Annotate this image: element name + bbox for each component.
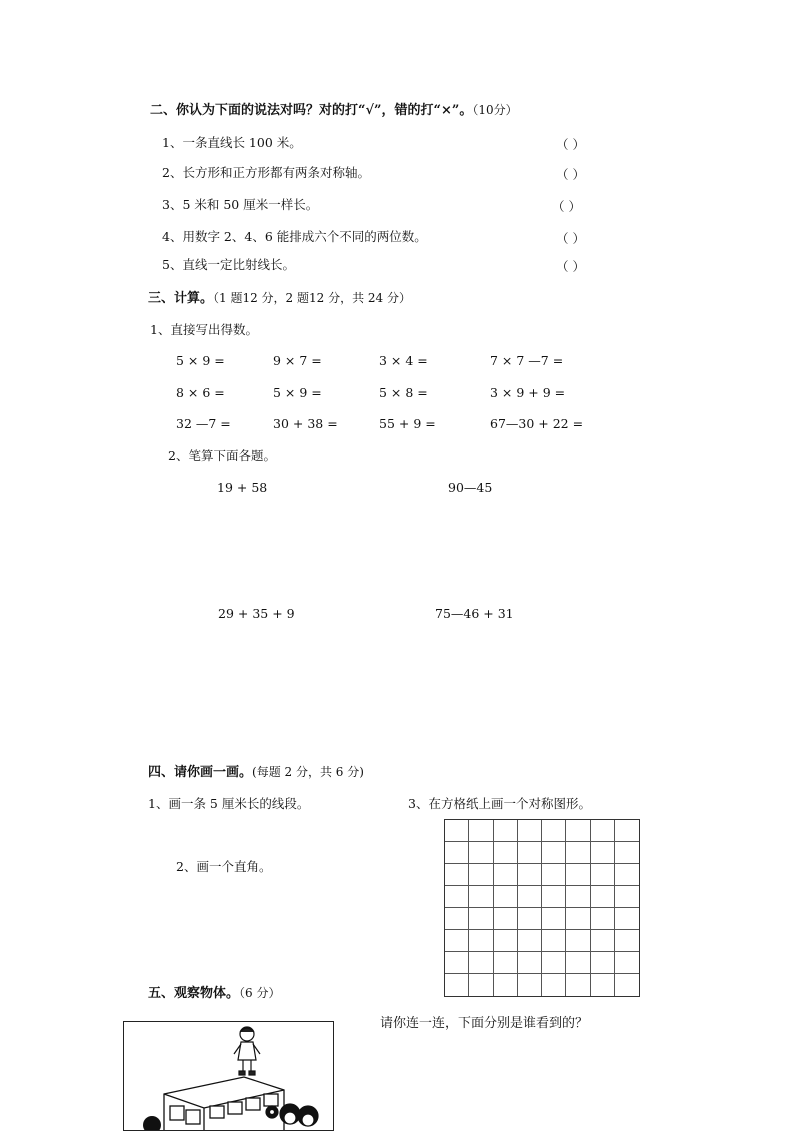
calc-r3-c1: 32 —7 =	[176, 416, 231, 431]
section2-score: （10分）	[472, 103, 518, 117]
section3-title: 三、计算。	[148, 291, 214, 306]
s2-item-1: 1、一条直线长 100 米。	[162, 135, 302, 150]
calc-r1-c4: 7 × 7 —7 =	[490, 353, 564, 368]
section2-title: 二、你认为下面的说法对吗？对的打“√”，错的打“×”。	[150, 103, 473, 118]
written-1: 19 + 58	[217, 480, 268, 495]
calc-r1-c3: 3 × 4 =	[379, 353, 428, 368]
section4-score: (每题 2 分，共 6 分)	[252, 765, 364, 779]
s5-prompt: 请你连一连，下面分别是谁看到的？	[380, 1016, 589, 1031]
s4-q2: 2、画一个直角。	[176, 859, 272, 874]
s2-item-4: 4、用数字 2、4、6 能排成六个不同的两位数。	[162, 229, 427, 244]
section5-heading	[148, 985, 280, 1002]
s4-q1: 1、画一条 5 厘米长的线段。	[148, 796, 310, 811]
section4-title: 四、请你画一画。	[148, 765, 253, 780]
calc-r2-c3: 5 × 8 =	[379, 385, 428, 400]
s4-q3: 3、在方格纸上画一个对称图形。	[408, 796, 591, 811]
calc-r3-c3: 55 + 9 =	[379, 416, 436, 431]
section3-score: （1 题12 分，2 题12 分，共 24 分）	[213, 291, 411, 305]
graph-paper-grid[interactable]	[444, 819, 640, 997]
s3-q1-label: 1、直接写出得数。	[150, 322, 258, 337]
s2-answer-4[interactable]: （ ）	[556, 231, 585, 246]
section5-score: （6 分）	[239, 986, 281, 1000]
s3-q2-label: 2、笔算下面各题。	[168, 448, 276, 463]
s2-answer-3[interactable]: （ ）	[552, 199, 581, 214]
calc-r1-c1: 5 × 9 =	[176, 353, 225, 368]
calc-r2-c4: 3 × 9 + 9 =	[490, 385, 566, 400]
s2-item-2: 2、长方形和正方形都有两条对称轴。	[162, 165, 370, 180]
boy-left-figure	[143, 1116, 161, 1131]
section5-title: 五、观察物体。	[148, 986, 240, 1001]
s2-answer-2[interactable]: （ ）	[556, 167, 585, 182]
s2-item-5: 5、直线一定比射线长。	[162, 257, 295, 272]
s2-answer-1[interactable]: （ ）	[556, 137, 585, 152]
s2-item-3: 3、5 米和 50 厘米一样长。	[162, 197, 319, 212]
observation-picture	[123, 1021, 334, 1131]
girl-figure	[234, 1027, 260, 1075]
section2-heading	[150, 102, 518, 119]
written-2: 90—45	[448, 480, 493, 495]
bus-and-children-illustration	[124, 1022, 334, 1131]
calc-r1-c2: 9 × 7 =	[273, 353, 322, 368]
written-4: 75—46 + 31	[435, 606, 514, 621]
section3-heading	[148, 290, 411, 307]
calc-r3-c4: 67—30 + 22 =	[490, 416, 584, 431]
written-3: 29 + 35 + 9	[218, 606, 295, 621]
calc-r3-c2: 30 + 38 =	[273, 416, 338, 431]
s2-answer-5[interactable]: （ ）	[556, 259, 585, 274]
calc-r2-c1: 8 × 6 =	[176, 385, 225, 400]
section4-heading	[148, 764, 364, 781]
calc-r2-c2: 5 × 9 =	[273, 385, 322, 400]
